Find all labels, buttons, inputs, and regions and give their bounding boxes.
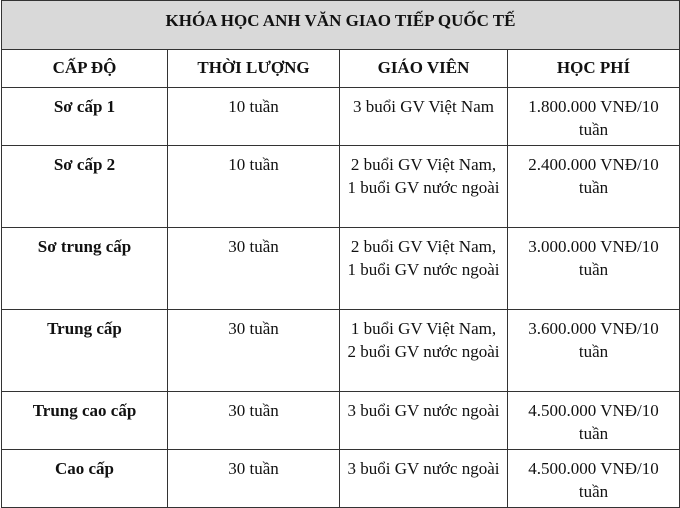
cell-teacher: 3 buổi GV nước ngoài: [340, 392, 508, 450]
table-title-row: [2, 1, 680, 50]
cell-fee: 4.500.000 VNĐ/10 tuần: [508, 450, 680, 508]
table-header-row: [2, 50, 680, 88]
course-table: [1, 0, 680, 508]
cell-level: Trung cấp: [2, 310, 168, 392]
table-row: [2, 88, 680, 146]
cell-level: Sơ cấp 2: [2, 146, 168, 228]
cell-level: Sơ trung cấp: [2, 228, 168, 310]
cell-duration: 10 tuần: [168, 88, 340, 146]
cell-duration: 30 tuần: [168, 392, 340, 450]
cell-teacher: 3 buổi GV nước ngoài: [340, 450, 508, 508]
cell-fee: 4.500.000 VNĐ/10 tuần: [508, 392, 680, 450]
cell-duration: 30 tuần: [168, 228, 340, 310]
cell-level: Cao cấp: [2, 450, 168, 508]
table-row: [2, 146, 680, 228]
cell-fee: 3.000.000 VNĐ/10 tuần: [508, 228, 680, 310]
column-header-fee: HỌC PHÍ: [508, 50, 680, 88]
column-header-teacher: GIÁO VIÊN: [340, 50, 508, 88]
table-row: [2, 392, 680, 450]
cell-teacher: 2 buổi GV Việt Nam, 1 buổi GV nước ngoài: [340, 146, 508, 228]
cell-duration: 30 tuần: [168, 310, 340, 392]
cell-teacher: 3 buổi GV Việt Nam: [340, 88, 508, 146]
cell-teacher: 2 buổi GV Việt Nam, 1 buổi GV nước ngoài: [340, 228, 508, 310]
cell-duration: 10 tuần: [168, 146, 340, 228]
column-header-level: CẤP ĐỘ: [2, 50, 168, 88]
table-title: KHÓA HỌC ANH VĂN GIAO TIẾP QUỐC TẾ: [2, 1, 680, 50]
cell-level: Trung cao cấp: [2, 392, 168, 450]
table-row: [2, 450, 680, 508]
cell-teacher: 1 buổi GV Việt Nam, 2 buổi GV nước ngoài: [340, 310, 508, 392]
table-row: [2, 228, 680, 310]
cell-fee: 2.400.000 VNĐ/10 tuần: [508, 146, 680, 228]
cell-duration: 30 tuần: [168, 450, 340, 508]
column-header-duration: THỜI LƯỢNG: [168, 50, 340, 88]
cell-fee: 1.800.000 VNĐ/10 tuần: [508, 88, 680, 146]
cell-fee: 3.600.000 VNĐ/10 tuần: [508, 310, 680, 392]
table-row: [2, 310, 680, 392]
cell-level: Sơ cấp 1: [2, 88, 168, 146]
